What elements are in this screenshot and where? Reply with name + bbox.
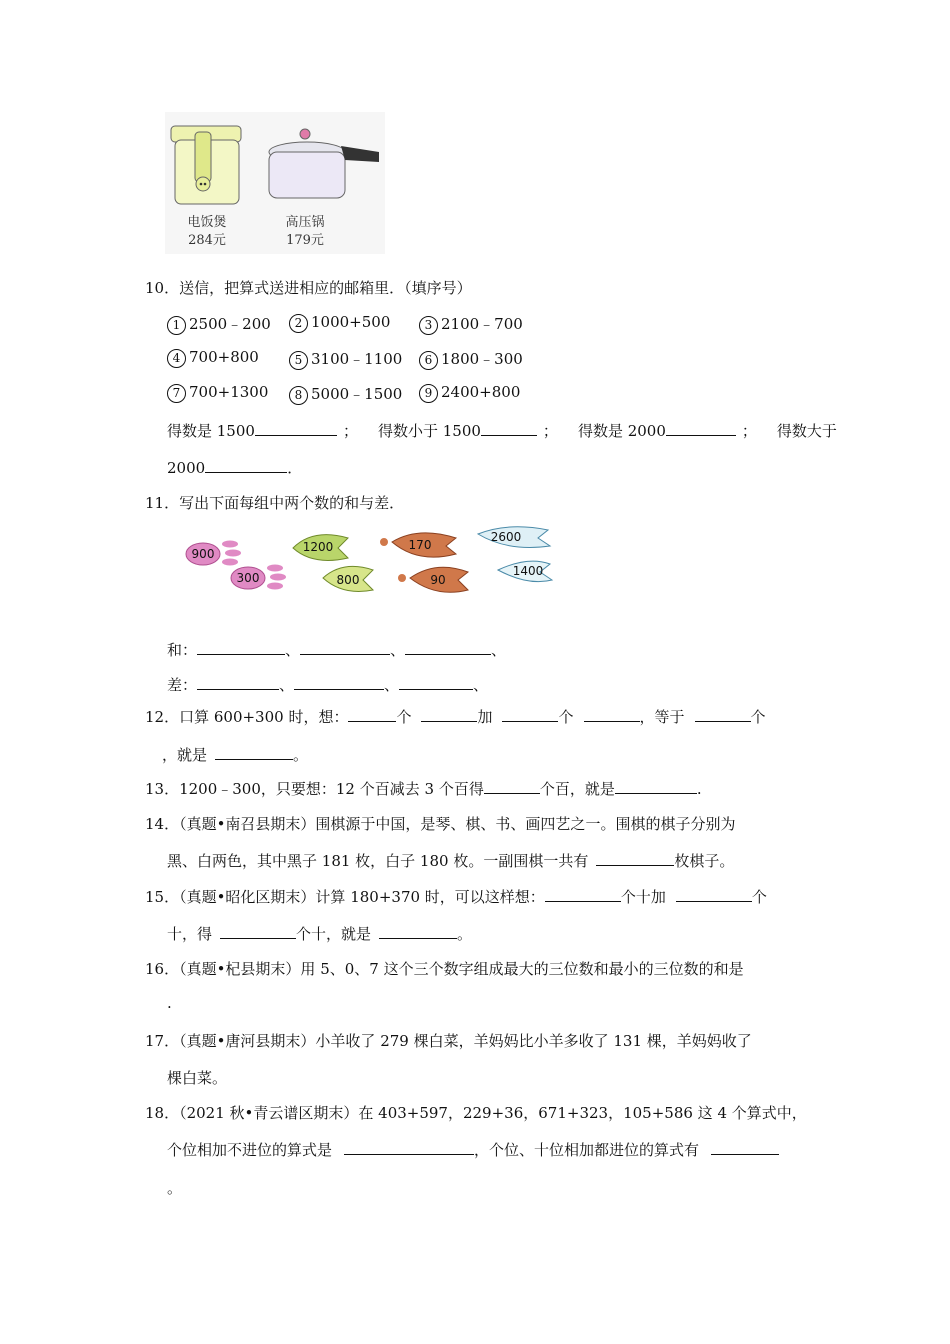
q11-stem: 11．写出下面每组中两个数的和与差． [145, 494, 405, 512]
q15-blank-3[interactable] [220, 924, 296, 939]
q10-option-1: 1 2500﹣200 [167, 313, 271, 335]
q10-option-2: 2 1000+500 [289, 313, 390, 333]
q12-line2: ，就是 。 [162, 746, 309, 764]
q16-line2: . [167, 994, 172, 1012]
pressure-cooker-name: 高压锅 [285, 215, 325, 230]
q10-option-7: 7 700+1300 [167, 383, 268, 403]
number-800: 800 [336, 573, 360, 587]
pressure-cooker-price: 179元 [286, 233, 324, 248]
q14-line2: 黑、白两色，其中黑子 181 枚，白子 180 枚。一副围棋一共有 枚棋子。 [167, 852, 735, 870]
q15-blank-4[interactable] [379, 924, 457, 939]
q10-blank-2[interactable] [481, 421, 537, 436]
q10-option-6: 6 1800﹣300 [419, 348, 523, 370]
q15-blank-2[interactable] [676, 887, 752, 902]
q12-blank-4[interactable] [584, 707, 640, 722]
q10-option-8: 8 5000﹣1500 [289, 383, 402, 405]
number-1400: 1400 [512, 564, 544, 578]
q10-option-9: 9 2400+800 [419, 383, 520, 403]
number-170: 170 [408, 538, 432, 552]
number-2600: 2600 [490, 530, 522, 544]
q11-sum-blank-1[interactable] [197, 640, 285, 655]
q17-line2: 棵白菜。 [167, 1069, 228, 1087]
q18-blank-2[interactable] [711, 1140, 779, 1155]
q11-diff-blank-2[interactable] [294, 675, 384, 690]
q11-diff-blank-3[interactable] [399, 675, 473, 690]
q13-blank-1[interactable] [484, 779, 540, 794]
q14-blank[interactable] [596, 851, 674, 866]
q10-answers-line2: 2000 ． [167, 459, 303, 477]
q15-line2: 十，得 个十，就是 。 [167, 925, 473, 943]
q11-sum-blank-3[interactable] [405, 640, 491, 655]
number-300: 300 [236, 571, 260, 585]
q10-answers-line: 得数是 1500 ； 得数小于 1500 ； 得数是 2000 ； 得数大于 [167, 422, 837, 440]
q11-diff-blank-1[interactable] [197, 675, 279, 690]
q13-line: 13．1200﹣300，只要想：12 个百减去 3 个百得 个百，就是 . [145, 780, 702, 798]
q10-option-3: 3 2100﹣700 [419, 313, 523, 335]
number-90: 90 [430, 573, 446, 587]
q12-line1: 12．口算 600+300 时，想： 个 加 个 ，等于 个 [145, 708, 766, 726]
q16-line1: 16．（真题•杞县期末）用 5、0、7 这个三个数字组成最大的三位数和最小的三位数的和是 [145, 960, 744, 978]
q18-blank-1[interactable] [344, 1140, 474, 1155]
q18-line3: 。 [167, 1179, 183, 1197]
q18-line1: 18．（2021 秋•青云谱区期末）在 403+597，229+36，671+323，105+586 这 4 个算式中， [145, 1104, 807, 1122]
q18-line2: 个位相加不进位的算式是 ，个位、十位相加都进位的算式有 [167, 1139, 779, 1160]
q10-blank-1[interactable] [255, 421, 337, 436]
q11-sum-blank-2[interactable] [300, 640, 390, 655]
rice-cooker-price: 284元 [188, 233, 226, 248]
q13-blank-2[interactable] [615, 779, 697, 794]
q11-sum-line: 和： 、 、 、 [167, 641, 507, 659]
q11-diff-line: 差： 、 、 、 [167, 676, 489, 694]
q14-line1: 14．（真题•南召县期末）围棋源于中国，是琴、棋、书、画四艺之一。围棋的棋子分别为 [145, 815, 736, 833]
q10-option-5: 5 3100﹣1100 [289, 348, 402, 370]
number-1200: 1200 [302, 540, 334, 554]
q12-blank-6[interactable] [215, 745, 293, 760]
rice-cooker-icon [171, 126, 241, 204]
q15-line1: 15．（真题•昭化区期末）计算 180+370 时，可以这样想： 个十加 个 [145, 888, 767, 906]
appliances-figure [165, 112, 385, 254]
q12-blank-1[interactable] [348, 707, 396, 722]
q12-blank-5[interactable] [695, 707, 751, 722]
q10-stem: 10．送信，把算式送进相应的邮箱里．（填序号） [145, 279, 472, 297]
rice-cooker-name: 电饭煲 [187, 215, 227, 230]
q12-blank-3[interactable] [502, 707, 558, 722]
q17-line1: 17．（真题•唐河县期末）小羊收了 279 棵白菜，羊妈妈比小羊多收了 131 棵，羊妈妈收了 [145, 1032, 752, 1050]
fish-figure [178, 520, 568, 600]
number-900: 900 [191, 547, 215, 561]
q15-blank-1[interactable] [545, 887, 621, 902]
q10-blank-4[interactable] [205, 458, 287, 473]
q10-option-4: 4 700+800 [167, 348, 259, 368]
q10-blank-3[interactable] [666, 421, 736, 436]
q12-blank-2[interactable] [421, 707, 477, 722]
